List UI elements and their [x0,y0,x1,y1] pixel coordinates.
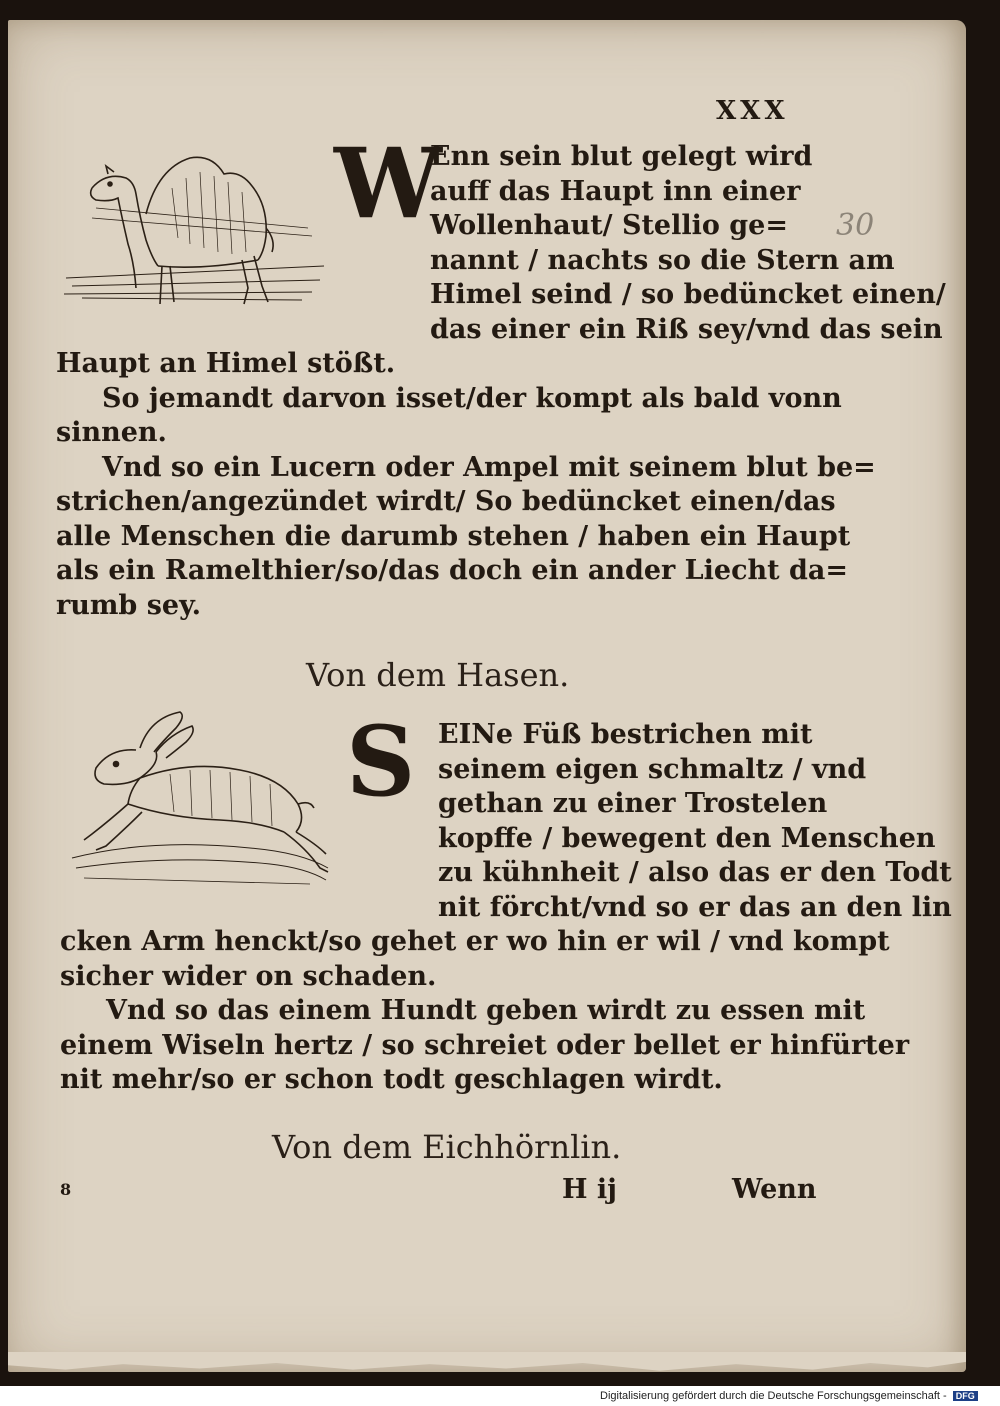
text-line: sinnen. [56,417,167,448]
text-line: rumb sey. [56,589,202,621]
text-line: einem Wiseln hertz / so schreiet oder bellet er hinfürter [60,1029,910,1061]
text-line: EINe Füß bestrichen mit [438,719,813,750]
text-line: seinem eigen schmaltz / vnd [438,753,867,785]
camel-woodcut-illustration [62,148,330,316]
text-line: gethan zu einer Trostelen [438,788,828,819]
text-line: strichen/angezündet wirdt/ So bedüncket einen/das [56,486,836,517]
hare-woodcut-illustration [70,708,332,890]
text-line: Enn sein blut gelegt wird [430,141,813,172]
text-line: Wollenhaut/ Stellio ge= [430,210,788,241]
margin-pencil-note: 30 [836,208,875,243]
catchword: Wenn [732,1174,817,1205]
text-line: nannt / nachts so die Stern am [430,244,895,276]
text-line: nit mehr/so er schon todt geschlagen wirdt. [60,1064,723,1095]
section2-text-full-width [60,925,910,1098]
text-line: cken Arm henckt/so gehet er wo hin er wil / vnd kompt [60,926,890,957]
text-line: als ein Ramelthier/so/das doch ein ander Liecht da= [56,555,849,586]
text-line: das einer ein Riß sey/vnd das sein [430,313,943,345]
folio-number: XXX [716,96,789,126]
digitization-credit [600,1390,978,1402]
decorated-initial-s: S [346,705,416,818]
text-line: kopffe / bewegent den Menschen [438,822,936,854]
text-line: zu kühnheit / also das er den Todt [438,857,952,888]
section1-text-full-width [56,347,876,623]
page-foot-marks [60,1172,830,1212]
dfg-logo: DFG [953,1391,978,1401]
decorated-initial-w: W [334,127,442,240]
text-line: Vnd so das einem Hundt geben wirdt zu essen mit [106,995,866,1026]
text-line: sicher wider on schaden. [60,960,437,992]
text-line: Haupt an Himel stößt. [56,348,396,379]
credit-text: Digitalisierung gefördert durch die Deutsche Forschungsgemeinschaft - [600,1390,947,1402]
text-line: auff das Haupt inn einer [430,175,801,207]
text-line: alle Menschen die darumb stehen / haben ein Haupt [56,520,851,552]
text-line: Himel seind / so bedüncket einen/ [430,279,946,310]
signature-mark: H ij [562,1174,617,1205]
text-line: nit förcht/vnd so er das an den lin [438,891,952,923]
text-line: So jemandt darvon isset/der kompt als bald vonn [102,382,842,414]
small-mark: 8 [60,1180,72,1199]
text-line: Vnd so ein Lucern oder Ampel mit seinem blut be= [102,451,876,483]
section-heading-squirrel: Von dem Eichhörnlin. [272,1128,622,1166]
section2-text-beside-woodcut [438,718,952,925]
section-heading-hare: Von dem Hasen. [306,656,570,694]
